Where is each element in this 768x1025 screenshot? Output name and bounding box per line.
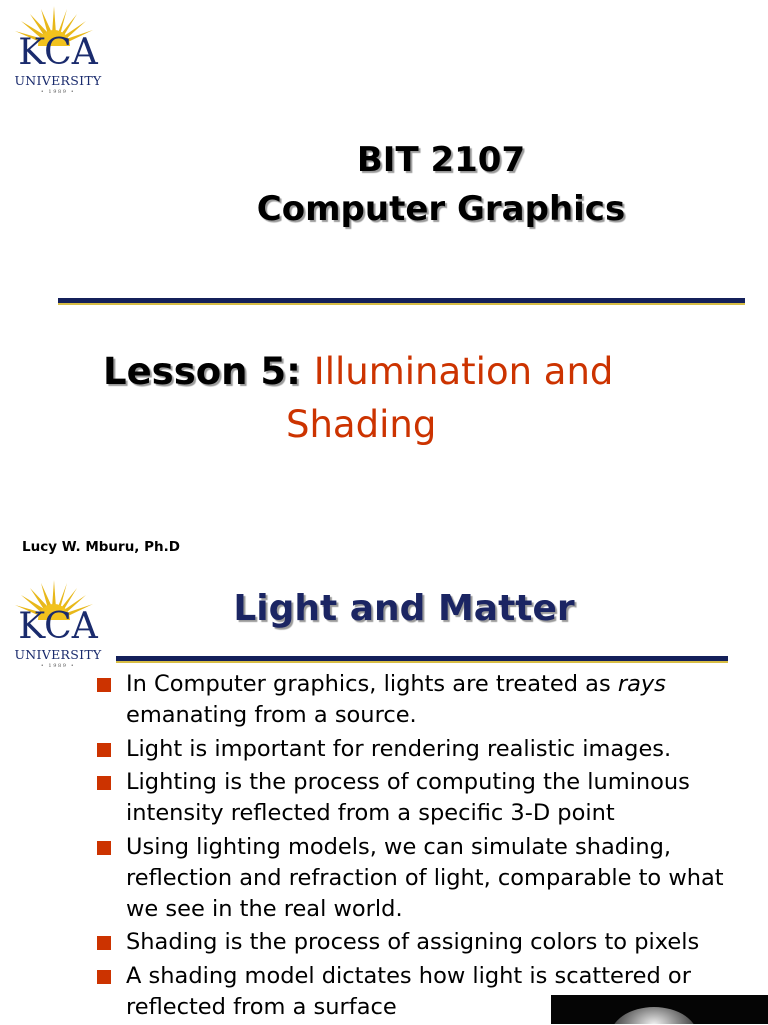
logo-university-text: UNIVERSITY: [14, 647, 102, 662]
lesson-heading-line2: [286, 403, 436, 446]
bullet-list: [97, 669, 737, 1025]
rendered-sphere-image: [551, 995, 768, 1024]
sunburst-logo-icon: [8, 4, 108, 74]
author-name: Lucy W. Mburu, Ph.D: [22, 539, 180, 555]
bullet-text: In Computer graphics, lights are treated as: [126, 671, 618, 697]
bullet-text-cont: emanating from a source.: [126, 702, 417, 728]
logo-university-text: UNIVERSITY: [14, 73, 102, 88]
logo-letters: KCA: [18, 606, 98, 647]
bullet-square-icon: [97, 743, 111, 757]
lesson-topic-line2: Shading: [286, 403, 437, 446]
bullet-item: [97, 927, 737, 958]
bullet-text: Shading is the process of assigning colors to pixels: [126, 929, 700, 955]
course-code: BIT 2107: [356, 140, 526, 180]
logo-established-text: • 1989 •: [40, 663, 76, 669]
sphere-highlight-icon: [551, 995, 768, 1024]
title-divider-accent: [116, 661, 728, 663]
bullet-text: Lighting is the process of computing the luminous intensity reflected from a specific 3-D point: [126, 769, 690, 826]
bullet-square-icon: [97, 678, 111, 692]
bullet-emphasis: rays: [617, 671, 666, 697]
bullet-text: Light is important for rendering realistic images.: [126, 735, 672, 762]
content-slide: [0, 570, 768, 1024]
bullet-item: [97, 767, 737, 829]
bullet-square-icon: [97, 970, 111, 984]
logo-established-text: • 1989 •: [40, 89, 76, 95]
bullet-text: Using lighting models, we can simulate shading, reflection and refraction of light, comparable to what we see in the real world.: [126, 833, 724, 922]
title-divider-accent: [58, 303, 745, 305]
kca-university-logo: [8, 578, 108, 670]
bullet-item: [97, 832, 737, 925]
bullet-square-icon: [97, 776, 111, 790]
slide-title: Light and Matter: [233, 588, 575, 629]
kca-university-logo: [8, 4, 108, 96]
bullet-text: A shading model dictates how light is scattered or reflected from a surface: [126, 962, 691, 1020]
course-name: Computer Graphics: [256, 189, 626, 229]
bullet-item: [97, 734, 737, 765]
lesson-number: Lesson 5:: [103, 350, 301, 393]
logo-letters: KCA: [18, 32, 98, 73]
bullet-item: [97, 669, 737, 731]
bullet-square-icon: [97, 841, 111, 855]
bullet-square-icon: [97, 936, 111, 950]
lesson-heading: [103, 350, 613, 393]
sunburst-logo-icon: [8, 578, 108, 648]
lesson-topic-line1: Illumination and: [313, 350, 614, 393]
